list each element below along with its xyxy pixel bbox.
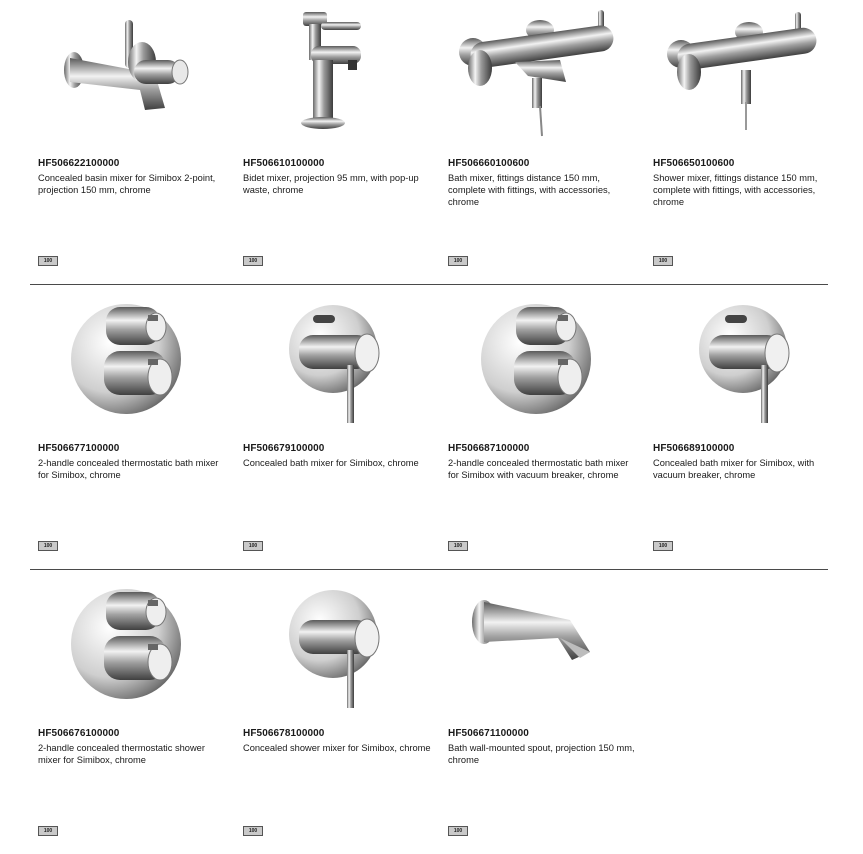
product-code: HF506687100000 [448, 443, 530, 454]
quality-badge: 100 [448, 541, 468, 551]
product-code: HF506689100000 [653, 443, 735, 454]
quality-badge: 100 [243, 826, 263, 836]
thermostatic-bath-mixer-vacuum-image [440, 295, 636, 423]
bath-spout-image [440, 580, 636, 708]
product-card[interactable] [440, 570, 636, 854]
product-code: HF506678100000 [243, 728, 325, 739]
product-row [30, 0, 828, 285]
concealed-bath-mixer-vacuum-image [645, 295, 841, 423]
product-card[interactable] [440, 0, 636, 284]
product-code: HF506660100600 [448, 158, 530, 169]
product-description: Concealed bath mixer for Simibox, with vacuum breaker, chrome [653, 458, 815, 480]
quality-badge: 100 [38, 541, 58, 551]
quality-badge: 100 [38, 256, 58, 266]
product-description: Bath wall-mounted spout, projection 150 mm, chrome [448, 743, 635, 765]
concealed-bath-mixer-image [235, 295, 431, 423]
product-card[interactable] [235, 0, 431, 284]
product-card[interactable] [645, 0, 841, 284]
product-description: Bidet mixer, projection 95 mm, with pop-up waste, chrome [243, 173, 419, 195]
quality-badge: 100 [653, 541, 673, 551]
quality-badge: 100 [243, 541, 263, 551]
bidet-mixer-image [235, 10, 431, 138]
concealed-shower-mixer-image [235, 580, 431, 708]
product-code: HF506671100000 [448, 728, 529, 739]
product-card[interactable] [30, 570, 226, 854]
quality-badge: 100 [38, 826, 58, 836]
product-description: 2-handle concealed thermostatic bath mixer for Simibox with vacuum breaker, chrome [448, 458, 629, 480]
product-code: HF506677100000 [38, 443, 120, 454]
product-description: Concealed basin mixer for Simibox 2-point, projection 150 mm, chrome [38, 173, 216, 195]
quality-badge: 100 [243, 256, 263, 266]
product-grid [30, 0, 828, 854]
product-card[interactable] [235, 570, 431, 854]
product-row [30, 570, 828, 854]
product-card[interactable] [30, 0, 226, 284]
product-description: Concealed shower mixer for Simibox, chrome [243, 743, 431, 753]
bath-mixer-image [440, 10, 636, 138]
quality-badge: 100 [448, 256, 468, 266]
product-code: HF506610100000 [243, 158, 325, 169]
product-description: Bath mixer, fittings distance 150 mm, complete with fittings, with accessories, chrome [448, 173, 611, 207]
product-code: HF506622100000 [38, 158, 120, 169]
thermostatic-bath-mixer-image [30, 295, 226, 423]
product-code: HF506679100000 [243, 443, 325, 454]
product-card[interactable] [235, 285, 431, 569]
product-description: Concealed bath mixer for Simibox, chrome [243, 458, 419, 468]
product-card[interactable] [440, 285, 636, 569]
thermostatic-shower-mixer-image [30, 580, 226, 708]
product-description: Shower mixer, fittings distance 150 mm, complete with fittings, with accessories, chrome [653, 173, 818, 207]
product-code: HF506676100000 [38, 728, 120, 739]
shower-mixer-image [645, 10, 841, 138]
concealed-basin-mixer-image [30, 10, 226, 138]
quality-badge: 100 [448, 826, 468, 836]
product-code: HF506650100600 [653, 158, 735, 169]
product-card[interactable] [30, 285, 226, 569]
product-row [30, 285, 828, 570]
product-card[interactable] [645, 285, 841, 569]
quality-badge: 100 [653, 256, 673, 266]
product-description: 2-handle concealed thermostatic shower mixer for Simibox, chrome [38, 743, 205, 765]
product-description: 2-handle concealed thermostatic bath mixer for Simibox, chrome [38, 458, 219, 480]
